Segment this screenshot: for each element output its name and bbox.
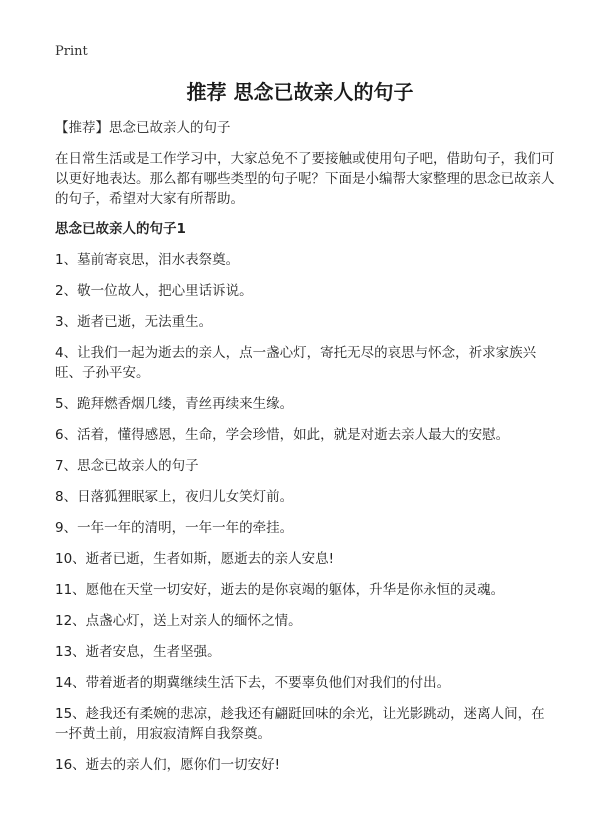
list-item: 8、日落狐狸眠冢上，夜归儿女笑灯前。: [55, 489, 294, 505]
list-item: 5、跪拜燃香烟几缕，青丝再续来生缘。: [55, 396, 294, 412]
page-title: 推荐 思念已故亲人的句子: [186, 80, 414, 104]
list-item: 11、愿他在天堂一切安好，逝去的是你哀竭的躯体，升华是你永恒的灵魂。: [55, 582, 505, 598]
list-item: 7、思念已故亲人的句子: [55, 458, 199, 474]
sentence-list: [55, 250, 555, 775]
list-item: 1、墓前寄哀思，泪水表祭奠。: [55, 252, 240, 268]
list-item: 9、一年一年的清明，一年一年的牵挂。: [55, 520, 294, 536]
print-link[interactable]: Print: [55, 44, 88, 59]
list-item: 4、让我们一起为逝去的亲人，点一盏心灯，寄托无尽的哀思与怀念，祈求家族兴旺、子孙平安。: [55, 345, 537, 381]
list-item: 14、带着逝者的期冀继续生活下去，不要辜负他们对我们的付出。: [55, 675, 451, 691]
list-item: 12、点盏心灯，送上对亲人的缅怀之情。: [55, 613, 302, 629]
list-item: 15、趁我还有柔婉的悲凉，趁我还有翩跹回味的余光，让光影跳动，迷离人间，在一抔黄土前，用寂寂清辉自我祭奠。: [55, 706, 545, 742]
list-item: 16、逝去的亲人们，愿你们一切安好!: [55, 757, 281, 773]
list-item: 2、敬一位故人，把心里话诉说。: [55, 283, 253, 299]
article-subtitle: 【推荐】思念已故亲人的句子: [55, 120, 231, 136]
list-item: 13、逝者安息，生者坚强。: [55, 644, 221, 660]
section-heading: 思念已故亲人的句子1: [55, 221, 186, 237]
list-item: 6、活着，懂得感恩，生命，学会珍惜，如此，就是对逝去亲人最大的安慰。: [55, 427, 510, 443]
article-body: [55, 118, 555, 786]
intro-paragraph: 在日常生活或是工作学习中，大家总免不了要接触或使用句子吧，借助句子，我们可以更好地表达。那么都有哪些类型的句子呢？下面是小编帮大家整理的思念已故亲人的句子，希望对大家有所帮助。: [55, 151, 555, 207]
list-item: 10、逝者已逝，生者如斯，愿逝去的亲人安息!: [55, 551, 335, 567]
list-item: 3、逝者已逝，无法重生。: [55, 314, 213, 330]
